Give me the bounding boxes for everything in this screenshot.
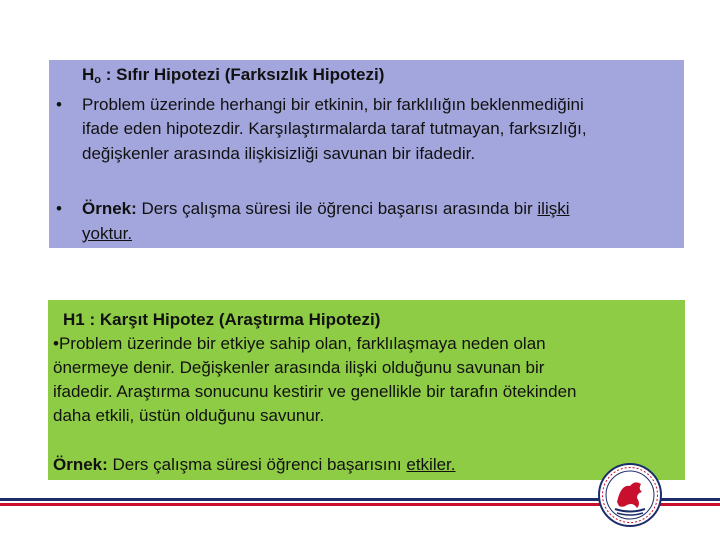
null-hypothesis-example-line-2: yoktur. — [82, 224, 133, 243]
example-text: Ders çalışma süresi ile öğrenci başarısı arasında bir — [136, 199, 538, 218]
null-hypothesis-definition-line-3: değişkenler arasında ilişkisizliği savunan bir ifadedir. — [82, 144, 476, 163]
bullet-marker: • — [56, 95, 62, 114]
null-hypothesis-definition-line-2: ifade eden hipotezdir. Karşılaştırmalarda taraf tutmayan, farksızlığı, — [82, 119, 587, 138]
example-text: Ders çalışma süresi öğrenci başarısını — [107, 455, 407, 474]
example-label: Örnek: — [53, 455, 108, 474]
alternative-hypothesis-line-3: ifadedir. Araştırma sonucunu kestirir ve genellikle bir tarafın ötekinden — [53, 382, 577, 401]
alternative-hypothesis-line-4: daha etkili, üstün olduğunu savunur. — [53, 406, 325, 425]
bullet-marker: • — [56, 199, 62, 218]
alternative-hypothesis-line-2: önermeye denir. Değişkenler arasında ilişki olduğunu savunan bir — [53, 358, 545, 377]
alternative-hypothesis-title: H1 : Karşıt Hipotez (Araştırma Hipotezi) — [63, 310, 381, 329]
example-underlined-word: etkiler. — [406, 455, 456, 474]
example-underlined-word: ilişki — [537, 199, 570, 218]
null-hypothesis-definition-line-1: Problem üzerinde herhangi bir etkinin, bir farklılığın beklenmediğini — [82, 95, 584, 114]
null-hypothesis-example-line-1 — [82, 198, 570, 221]
university-seal-icon — [597, 462, 663, 528]
example-label: Örnek: — [82, 199, 137, 218]
alternative-hypothesis-line-1: •Problem üzerinde bir etkiye sahip olan, farklılaşmaya neden olan — [53, 334, 546, 353]
alternative-hypothesis-example — [53, 454, 456, 477]
null-hypothesis-title: $H_o$ : Sıfır Hipotezi (Farksızlık Hipotezi) — [82, 65, 385, 86]
